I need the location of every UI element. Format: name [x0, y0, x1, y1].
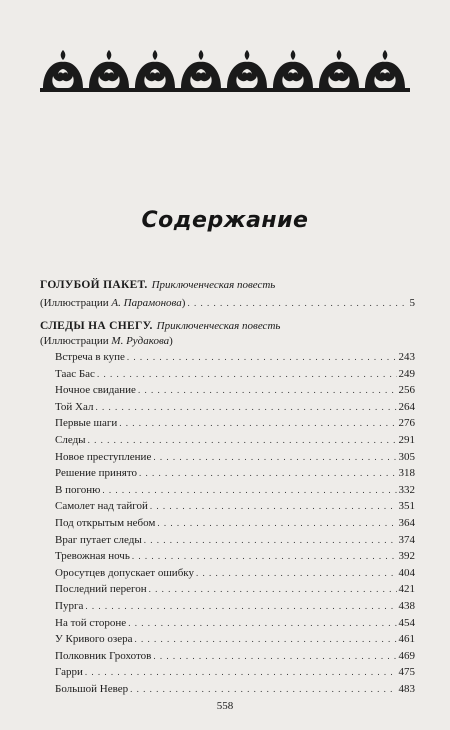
toc-entry-title: Той Хал	[55, 400, 94, 413]
toc-entry	[55, 417, 415, 430]
section-illustrations-line	[40, 335, 173, 348]
illustrations-prefix: (Иллюстрации	[40, 297, 109, 309]
toc-entry-title: Враг путает следы	[55, 533, 142, 546]
dot-leader	[157, 517, 396, 530]
toc-entry-page: 374	[398, 533, 415, 546]
toc-entry	[55, 650, 415, 663]
toc-entry-title: В погоню	[55, 483, 101, 496]
toc-entry-page: 364	[398, 517, 415, 529]
toc-entry-title: Следы	[55, 434, 86, 446]
toc-entry-page: 249	[398, 367, 415, 380]
toc-entry-title: На той стороне	[55, 616, 127, 629]
toc-entry	[55, 351, 415, 364]
dot-leader	[139, 467, 397, 480]
dot-leader	[102, 484, 396, 497]
decorative-ornament	[40, 50, 410, 100]
dot-leader	[134, 633, 396, 646]
toc-entry-page: 454	[398, 616, 415, 629]
toc-entry	[55, 517, 415, 530]
page-number: 558	[216, 700, 234, 712]
toc-entry-title: Гарри	[55, 666, 83, 679]
toc-entry-page: 475	[398, 666, 415, 679]
dot-leader	[119, 417, 396, 430]
page-ref: 5	[409, 297, 415, 309]
toc-entry-title: У Кривого озера	[55, 633, 133, 646]
dot-leader	[196, 567, 397, 580]
toc-entry-page: 256	[398, 384, 415, 397]
toc-entry-title: Последний перегон	[55, 583, 147, 596]
dot-leader	[144, 534, 397, 547]
section-title: СЛЕДЫ НА СНЕГУ.	[40, 320, 153, 332]
illustrations-suffix: )	[169, 335, 173, 347]
toc-entry-title: Тревожная ночь	[55, 550, 130, 563]
dot-leader	[85, 666, 397, 679]
section-title: ГОЛУБОЙ ПАКЕТ.	[40, 279, 148, 291]
toc-entry-page: 404	[398, 566, 415, 579]
dot-leader	[153, 451, 396, 464]
toc-entry-page: 483	[398, 683, 415, 695]
page-title: Содержание	[141, 208, 309, 233]
toc-entry	[55, 633, 415, 646]
section-illustrations-line	[40, 297, 415, 310]
section-genre: Приключенческая повесть	[151, 279, 276, 291]
toc-entry-page: 276	[398, 417, 415, 430]
toc-entry-page: 264	[398, 400, 415, 413]
dot-leader	[130, 683, 396, 696]
toc-entry-title: Ночное свидание	[55, 384, 136, 397]
toc-entry-page: 421	[398, 583, 415, 596]
toc-entry	[55, 384, 415, 397]
toc-entry-title: Решение принято	[55, 467, 137, 480]
toc-entry	[55, 467, 415, 480]
toc-entry-page: 291	[398, 434, 415, 446]
toc-entry-page: 469	[398, 649, 415, 662]
toc-entry-title: Самолет над тайгой	[55, 500, 148, 513]
dot-leader	[97, 368, 397, 381]
illustrations-suffix: )	[181, 297, 186, 309]
toc-entry-title: Оросутцев допускает ошибку	[55, 566, 194, 579]
toc-entry	[55, 434, 415, 447]
toc-entry	[55, 600, 415, 613]
dot-leader	[149, 583, 397, 596]
toc-entry-title: Под открытым небом	[55, 517, 156, 529]
toc-entry	[55, 550, 415, 563]
toc-entry-page: 438	[398, 600, 415, 612]
dot-leader	[138, 384, 397, 397]
toc-entry-page: 243	[398, 351, 415, 363]
toc-entry-page: 351	[398, 500, 415, 513]
toc-entry-title: Встреча в купе	[55, 351, 125, 363]
dot-leader	[85, 600, 396, 613]
toc-entry	[55, 534, 415, 547]
section-header	[40, 279, 275, 292]
toc-entry-page: 318	[398, 467, 415, 480]
toc-entry	[55, 484, 415, 497]
dot-leader	[153, 650, 396, 663]
dot-leader	[187, 297, 407, 310]
dot-leader	[128, 617, 396, 630]
toc-entry	[55, 666, 415, 679]
illustrations-prefix: (Иллюстрации	[40, 335, 109, 347]
section-header	[40, 320, 280, 333]
toc-entry-page: 305	[398, 450, 415, 463]
dot-leader	[150, 500, 397, 513]
toc-entry-title: Таас Бас	[55, 367, 95, 380]
dot-leader	[95, 401, 396, 414]
dot-leader	[127, 351, 397, 364]
dot-leader	[88, 434, 397, 447]
toc-entry	[55, 583, 415, 596]
illustrator-name: М. Рудакова	[111, 335, 170, 347]
toc-entry	[55, 567, 415, 580]
illustrator-name: А. Парамонова	[111, 297, 182, 309]
toc-entry	[55, 683, 415, 696]
dot-leader	[132, 550, 397, 563]
toc-entry	[55, 617, 415, 630]
toc-entry	[55, 368, 415, 381]
toc-entry-title: Большой Невер	[55, 683, 129, 695]
toc-entry-page: 332	[398, 483, 415, 496]
toc-entry	[55, 401, 415, 414]
toc-entry-page: 461	[398, 633, 415, 646]
toc-entry	[55, 451, 415, 464]
toc-entry	[55, 500, 415, 513]
toc-entry-title: Пурга	[55, 600, 84, 612]
toc-entry-title: Первые шаги	[55, 417, 118, 430]
section-genre: Приключенческая повесть	[156, 320, 281, 332]
toc-entry-title: Полковник Грохотов	[55, 649, 152, 662]
toc-entry-title: Новое преступление	[55, 450, 152, 463]
toc-entry-page: 392	[398, 550, 415, 563]
